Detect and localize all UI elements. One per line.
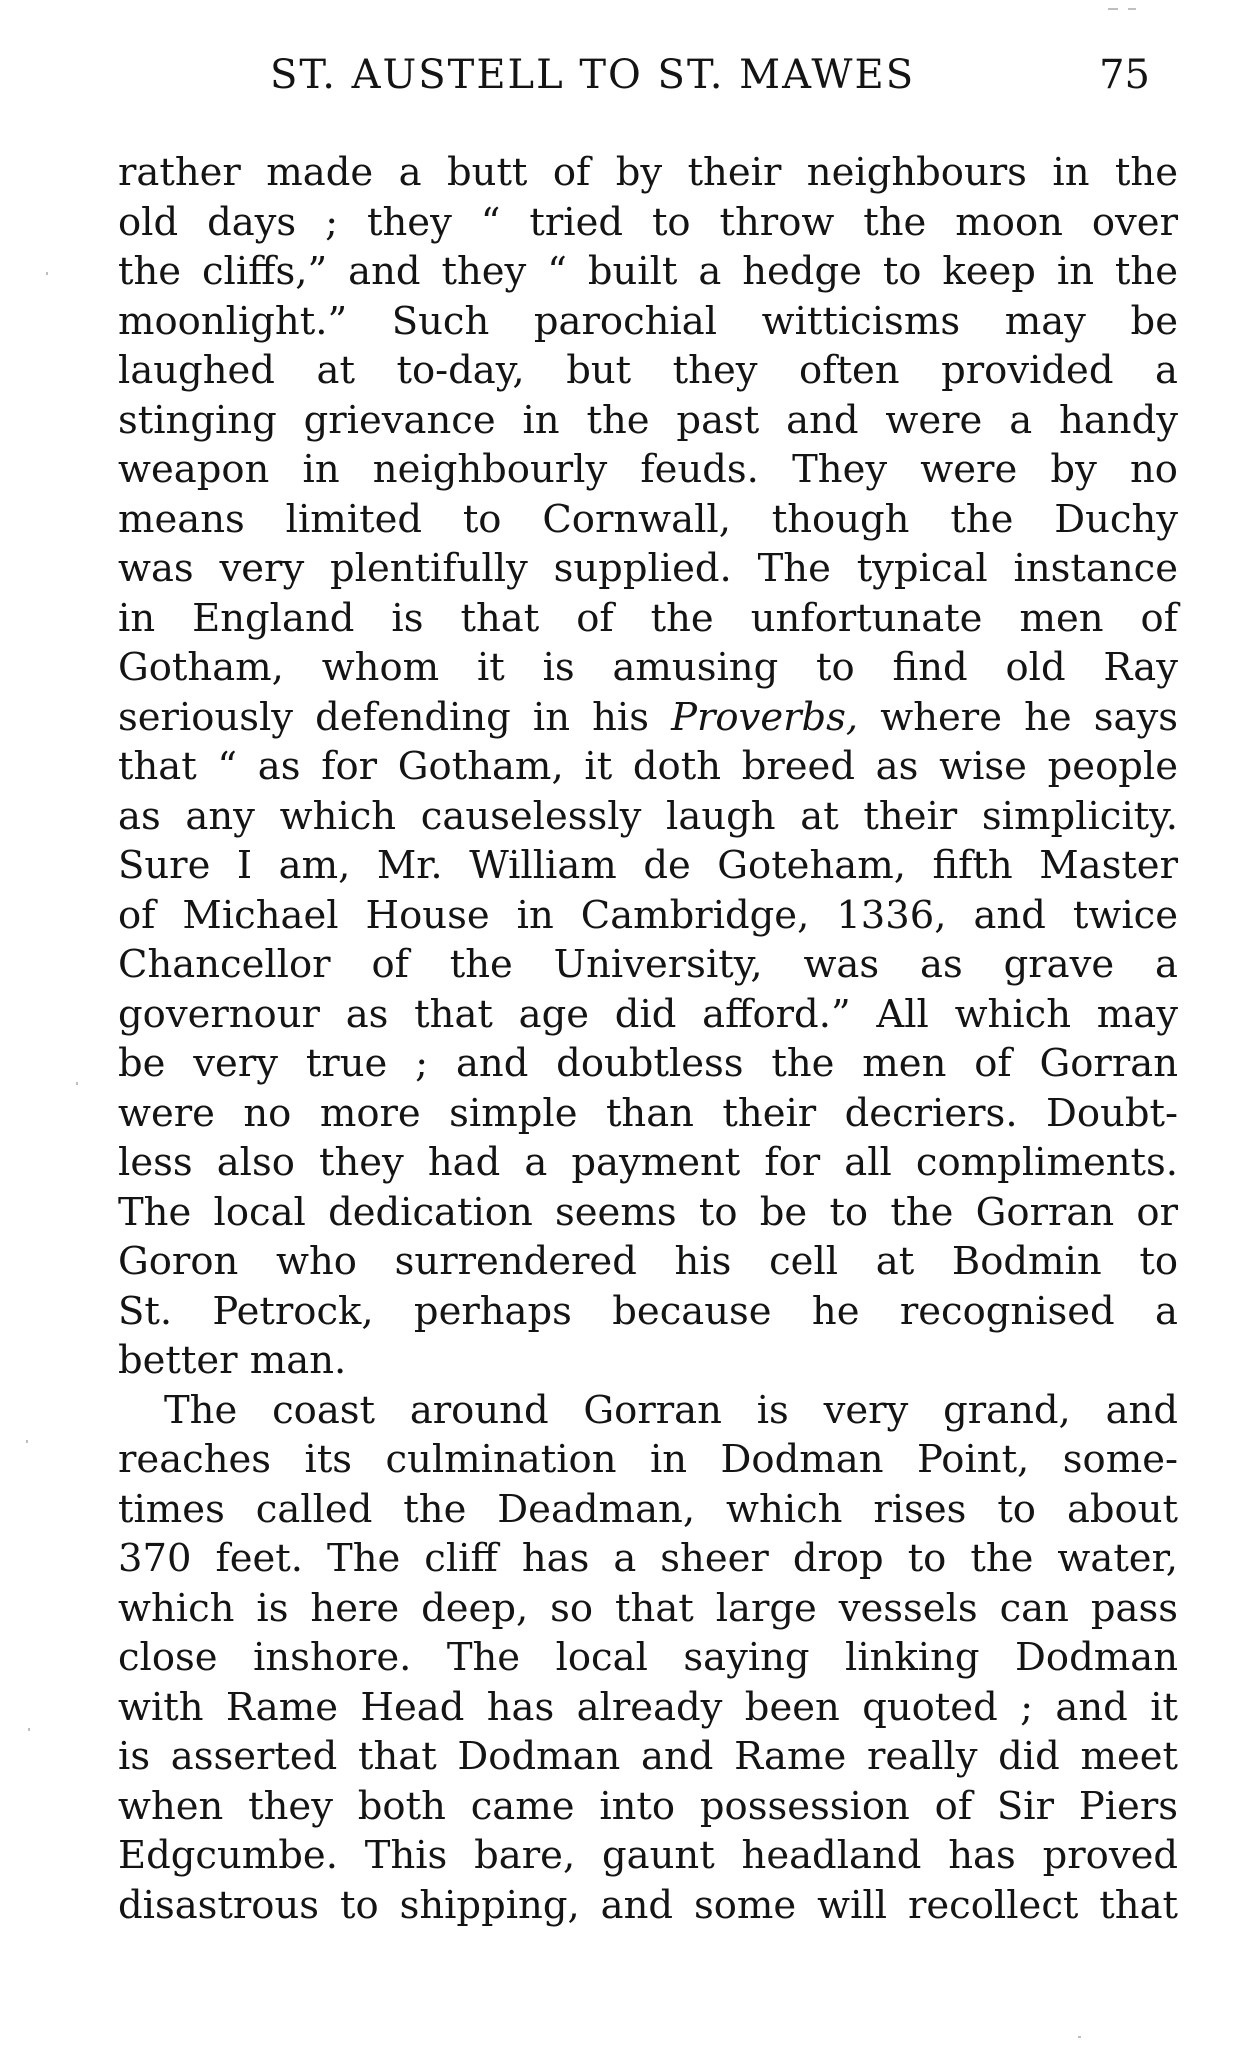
paragraph-2 xyxy=(118,1386,1178,1931)
text-line: of Michael House in Cambridge, 1336, and twice xyxy=(118,892,1178,938)
text-line: were no more simple than their decriers. Doubt- xyxy=(118,1090,1178,1136)
page-number: 75 xyxy=(1099,52,1150,98)
text-line: when they both came into possession of Sir Piers xyxy=(118,1783,1178,1829)
text-line: old days ; they “ tried to throw the moon over xyxy=(118,199,1178,245)
text-line: which is here deep, so that large vessels can pass xyxy=(118,1585,1178,1631)
text-line: stinging grievance in the past and were a handy xyxy=(118,397,1178,443)
text-line: moonlight.” Such parochial witticisms may be xyxy=(118,298,1178,344)
scan-speck xyxy=(1128,8,1136,10)
scan-speck xyxy=(26,1440,28,1443)
text-line: weapon in neighbourly feuds. They were by no xyxy=(118,447,1178,492)
scan-speck xyxy=(1078,2036,1081,2038)
running-head xyxy=(120,52,1150,112)
text-line-proverbs xyxy=(118,693,1178,743)
text-line: means limited to Cornwall, though the Duchy xyxy=(118,496,1178,542)
scan-speck xyxy=(76,1082,78,1085)
text-line: governour as that age did afford.” All which may xyxy=(118,991,1178,1037)
text-line: be very true ; and doubtless the men of Gorran xyxy=(118,1041,1178,1086)
text-line: was very plentifully supplied. The typical instance xyxy=(118,546,1178,591)
text-line: better man. xyxy=(118,1338,347,1383)
text-line: as any which causelessly laugh at their simplicity. xyxy=(118,793,1178,839)
text-line: Chancellor of the University, was as grave a xyxy=(118,942,1178,987)
text-line: The local dedication seems to be to the Gorran or xyxy=(118,1189,1178,1235)
text-line: disastrous to shipping, and some will recollect that xyxy=(118,1882,1178,1928)
scan-speck xyxy=(1108,8,1118,10)
running-title: ST. AUSTELL TO ST. MAWES xyxy=(270,52,916,98)
body-text xyxy=(118,148,1178,1930)
text-line: rather made a butt of by their neighbours in the xyxy=(118,150,1178,195)
scan-speck xyxy=(46,272,48,275)
text-line: with Rame Head has already been quoted ; and it xyxy=(118,1684,1178,1730)
text-line: Edgcumbe. This bare, gaunt headland has proved xyxy=(118,1833,1178,1878)
text-run: seriously defending in his xyxy=(118,694,672,740)
text-line: 370 feet. The cliff has a sheer drop to the water, xyxy=(118,1536,1178,1581)
text-line: in England is that of the unfortunate men of xyxy=(118,595,1178,641)
text-line: less also they had a payment for all compliments. xyxy=(118,1140,1178,1185)
text-run: where he says xyxy=(858,694,1178,740)
text-line: Gotham, whom it is amusing to find old Ray xyxy=(118,645,1178,690)
text-line: Goron who surrendered his cell at Bodmin to xyxy=(118,1239,1178,1284)
text-line: St. Petrock, perhaps because he recognised a xyxy=(118,1288,1178,1334)
text-line: the cliffs,” and they “ built a hedge to keep in the xyxy=(118,249,1178,294)
paragraph-1 xyxy=(118,148,1178,1386)
text-line: close inshore. The local saying linking Dodman xyxy=(118,1635,1178,1680)
text-line: Sure I am, Mr. William de Goteham, fifth Master xyxy=(118,843,1178,888)
text-line: that “ as for Gotham, it doth breed as wise people xyxy=(118,744,1178,789)
book-title-italic: Proverbs, xyxy=(671,694,859,740)
text-line: times called the Deadman, which rises to about xyxy=(118,1486,1178,1532)
scan-speck xyxy=(28,1728,30,1731)
text-line: laughed at to-day, but they often provided a xyxy=(118,348,1178,393)
text-line: The coast around Gorran is very grand, and xyxy=(164,1387,1178,1433)
text-line: is asserted that Dodman and Rame really did meet xyxy=(118,1734,1178,1779)
text-line: reaches its culmination in Dodman Point, some- xyxy=(118,1437,1178,1482)
